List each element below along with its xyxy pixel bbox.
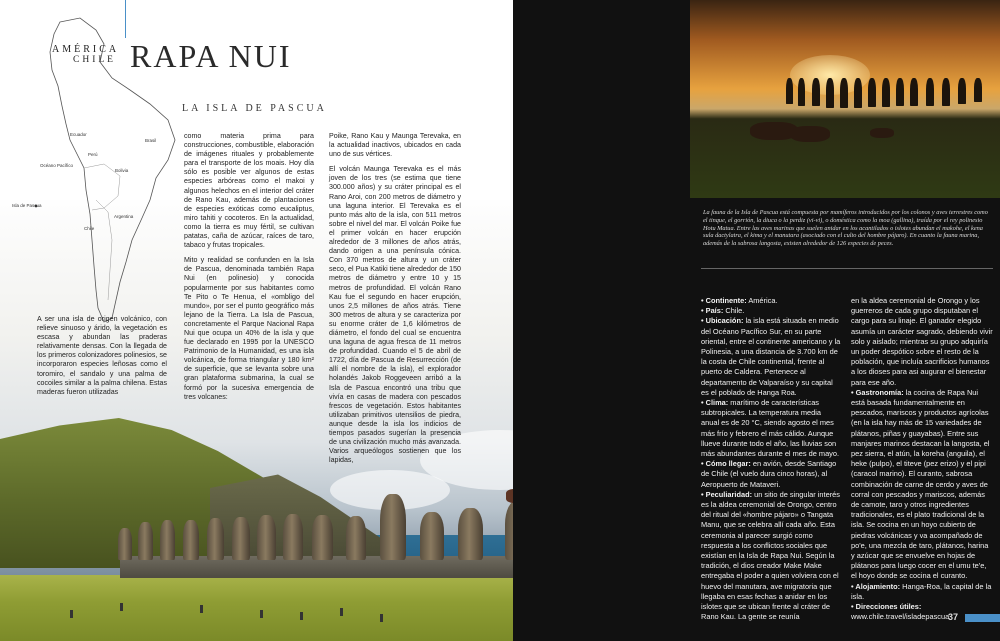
- fact-label: • Peculiaridad:: [701, 489, 753, 499]
- fact-text: la isla está situada en medio del Océano Pacífico Sur, en su parte oriental, entre el continente americano y la Polinesia, a una distancia de 3.700 km de la costa de Chile continental, frente al puerto de Caldera. Pertenece al departamento de Valparaíso y su capital es el poblado de Hanga Roa.: [701, 316, 841, 397]
- moai-statue: [138, 522, 153, 560]
- article-paragraph: A ser una isla de origen volcánico, con relieve sinuoso y árido, la vegetación es escasa y abundan las praderas relativamente densas. Con la llegada de los primeros colonizadores polinesios, se incorporaron especies leñosas como el toromiro, el sandalo y una palma de cocoiles similar a la palma chilena. Estas maderas fueron utilizadas: [37, 315, 167, 396]
- fact-text: www.chile.travel/isladepascua: [851, 612, 950, 622]
- page-title: RAPA NUI: [130, 38, 292, 74]
- photo-caption: La fauna de la Isla de Pascua está compuesta por mamíferos introducidos por los colonos y aves terrestres como el tinque, el gorrión, la diuca o la perdiz (vi-vi), o doméstica como la moa (gallina), traída por el rey polinesio Hotu Matua. Entre las aves marinas que suelen anidar en los acantilados o islotes abundan el makohe, el kena sula dactylatra, el kima y el manutara (asociado con el culto del hombre pájaro). En cuanto la fauna marina, además de la sabrosa langosta, existen alrededor de 126 especies de peces.: [703, 209, 988, 248]
- moai-silhouette: [942, 78, 950, 106]
- fact-text: la cocina de Rapa Nui está basada fundamentalmente en pescados, mariscos y productos agrícolas (en la isla hay más de 15 variedades de plátanos, piñas y guayabas). Entre sus manjares marinos destacan la langosta, el pez sierra, el atún, la koreha (anguila), el heke (pulpo), el titeve (pez erizo) y el pipi (caracol marino). El curanto, sabrosa combinación de carne de cerdo y aves de corral con pescados y mariscos, además de camote, taro y otros ingredientes tradicionales, es el plato tradicional de la isla. Se cocina en un hoyo cubierto de piedras volcánicas y va acompañado de po'e, una mezcla de taro, plátanos, harina y azúcar que se envuelve en hojas de plátanos para luego cocer en el umu te'e, el hoyo donde se cocina el curanto.: [851, 387, 990, 581]
- moai-statue: [232, 517, 250, 560]
- header-accent-line: [125, 0, 126, 38]
- article-column-3: [329, 132, 461, 471]
- fact-label: • País:: [701, 306, 724, 316]
- article-paragraph: Poike, Rano Kau y Maunga Terevaka, en la actualidad inactivos, ubicados en cada uno de sus vértices.: [329, 132, 461, 159]
- moai-statue: [346, 516, 366, 560]
- fact-label: • Alojamiento:: [851, 581, 901, 591]
- map-label-peru: Perú: [88, 152, 98, 157]
- moai-silhouette: [896, 78, 904, 106]
- fact-label: • Continente:: [701, 296, 747, 305]
- fact-label: • Direcciones útiles:: [851, 602, 922, 612]
- map-label-chile: Chile: [84, 226, 95, 231]
- moai-statue: [207, 518, 224, 560]
- article-paragraph: El volcán Maunga Terevaka es el más joven de los tres (se estima que tiene 300.000 años) y su cráter principal es el Rano Aroi, con 200 metros de diámetro y una laguna interior. El Terevaka es el punto más alto de la isla, con 511 metros sobre el nivel del mar. El volcán Poike fue el primer volcán en hacer erupción alrededor de 3 millones de años atrás, dando origen a una península cónica. Con 370 metros de altura y un cráter seco, el Pua Katiki tiene alrededor de 150 metros de diámetro y entre 10 y 15 metros de profundidad. El volcán Rano Kau fue el segundo en hacer erupción, unos 2,5 millones de años atrás. Tiene 300 metros de altura y se caracteriza por su enorme cráter de 1,6 kilómetros de diámetro, el fondo del cual se encuentra una laguna de agua fresca de 11 metros de profundidad. Cuando el 5 de abril de 1722, día de Pascua de Resurrección (de allí el nombre de la isla), el explorador holandés Jakob Roggeveen arribó a la Isla de Pascua encontró una tribu que vivía en casas de madera con pescados frescos de vegetación. Estos habitantes utilizaban primitivos utensilios de piedra, aunque desde la isla los indicios de tiempos pasados sugerían la presencia de una civilización mucho más avanzada. Varios arqueólogos sostienen que los lapidas,: [329, 165, 461, 465]
- fact-item: [701, 398, 841, 459]
- moai-silhouette: [974, 78, 982, 102]
- moai-statue: [458, 508, 483, 560]
- moai-statue: [420, 512, 444, 560]
- page-subtitle: LA ISLA DE PASCUA: [182, 103, 327, 114]
- moai-silhouette: [854, 78, 862, 108]
- moai-statue: [257, 515, 276, 560]
- fact-text: Chile.: [723, 306, 745, 316]
- map-label-bolivia: Bolivia: [115, 168, 129, 173]
- map-label-isla-de-pascua: Isla de Pascua: [12, 203, 42, 208]
- horse: [790, 126, 830, 142]
- fact-item: [701, 316, 841, 398]
- moai-silhouette: [786, 78, 793, 104]
- fact-label: • Gastronomía:: [851, 387, 904, 397]
- moai-silhouette: [958, 78, 966, 104]
- fact-item: [701, 296, 841, 306]
- moai-silhouette: [868, 78, 876, 107]
- fact-item: [851, 582, 993, 602]
- map-label-ocean: Océano Pacífico: [40, 163, 74, 168]
- page-number: 37: [948, 612, 959, 622]
- fact-item: [851, 602, 993, 612]
- moai-statue: [160, 520, 175, 560]
- fact-label: • Clima:: [701, 398, 729, 408]
- horse: [870, 128, 894, 138]
- article-paragraph: como materia prima para construcciones, combustible, elaboración de imágenes rituales y probablemente para el transporte de los moais. Hoy día sólo es posible ver algunos de estas especies arbóreas como el makoi y algunos helechos en el interior del cráter de Rano Kau, además de plantaciones de especies exóticas como eucaliptus, miro tahiti y cocoteros. En la actualidad, como la tierra es muy fértil, se cultivan patatas, caña de azúcar, raíces de taro, tabaco y frutas tropicales.: [184, 132, 314, 250]
- article-paragraph: Mito y realidad se confunden en la Isla de Pascua, denominada también Rapa Nui (en polinesio) y conocida popularmente por sus habitantes como Te Pito o Te Henua, el «ombligo del mundo», por ser el punto geográfico más lejano de la Tierra. La Isla de Pascua, concretamente el Parque Nacional Rapa Nui que ocupa un 40% de la isla y que fue declarado en 1995 por la UNESCO Patrimonio de la Humanidad, es una isla volcánica, de forma triangular y 180 km² de superficie, que se levanta sobre una gran plataforma submarina, la cual se formó por la sucesiva emergencia de tres volcanes:: [184, 256, 314, 401]
- tourist: [120, 603, 123, 611]
- moai-silhouette: [882, 78, 890, 107]
- grass-field: [0, 575, 513, 641]
- moai-pukao: [506, 489, 513, 503]
- fact-item: [851, 388, 993, 582]
- page-number-bar: [965, 614, 1000, 622]
- fact-item: [701, 306, 841, 316]
- moai-statue: [118, 528, 132, 560]
- moai-silhouette: [826, 78, 834, 108]
- fact-text: un sitio de singular interés es la aldea ceremonial de Orongo, centro del ritual del «hombre pájaro» o Tangata Manu, que se celebra allí cada año. Esta ceremonia al parecer surgió como respuesta a los conflictos sociales que existían en la Isla de Rapa Nui. Según la tradición, el dios creador Make Make entregaba el poder a quien volviera con el huevo del manutara, ave migratoria que llegaba en esas fechas a anidar en los islotes que se ubican frente al cráter de Rano Kau. La gente se reunía: [701, 489, 840, 622]
- map-label-ecuador: Ecuador: [70, 132, 87, 137]
- fact-item: [701, 459, 841, 490]
- section-country: AMÉRICA: [52, 44, 120, 55]
- moai-silhouette: [910, 78, 918, 106]
- moai-silhouette: [812, 78, 820, 106]
- fact-item: [851, 296, 993, 388]
- sunset-photo: [690, 0, 1000, 198]
- moai-silhouette: [798, 78, 805, 106]
- moai-silhouette: [840, 78, 848, 108]
- moai-statue: [283, 514, 303, 560]
- fact-text: en avión, desde Santiago de Chile (el vuelo dura cinco horas), al Aeropuerto de Mataveri.: [701, 459, 837, 489]
- facts-column-right: [851, 296, 993, 623]
- fact-text: América.: [746, 296, 778, 305]
- tourist: [380, 614, 383, 622]
- divider: [701, 268, 993, 269]
- article-column-1: [37, 315, 167, 403]
- moai-silhouette: [926, 78, 934, 106]
- tourist: [300, 612, 303, 620]
- fact-text: marítimo de características subtropicales. La temperatura media anual es de 20 °C, siendo agosto el mes más frío y febrero el más cálido. Aunque llueve durante todo el año, las lluvias son más abundantes durante el mes de mayo.: [701, 398, 840, 459]
- fact-label: • Ubicación:: [701, 316, 744, 326]
- tourist: [340, 608, 343, 616]
- section-region: CHILE: [73, 55, 116, 65]
- map-label-brasil: Brasil: [145, 138, 157, 143]
- fact-text: Hanga-Roa, la capital de la isla.: [851, 581, 992, 601]
- tourist: [260, 610, 263, 618]
- moai-statue: [183, 520, 199, 560]
- moai-statue: [312, 515, 333, 560]
- tourist: [200, 605, 203, 613]
- fact-text: en la aldea ceremonial de Orongo y los guerreros de cada grupo disputaban el cargo para su linaje. El ganador elegido asumía un carácter sagrado, debiendo vivir solo y aislado; mientras su grupo adquiría un poder despótico sobre el resto de la población, que incluía sacrificios humanos a los dioses para asi augurar el bienestar para ese año.: [851, 296, 993, 387]
- tourist: [70, 610, 73, 618]
- map-label-argentina: Argentina: [114, 214, 134, 219]
- article-column-2: [184, 132, 314, 408]
- moai-statue: [380, 494, 406, 560]
- facts-column-left: [701, 296, 841, 623]
- right-page: [513, 0, 1000, 641]
- fact-label: • Cómo llegar:: [701, 459, 751, 469]
- fact-item: [701, 490, 841, 623]
